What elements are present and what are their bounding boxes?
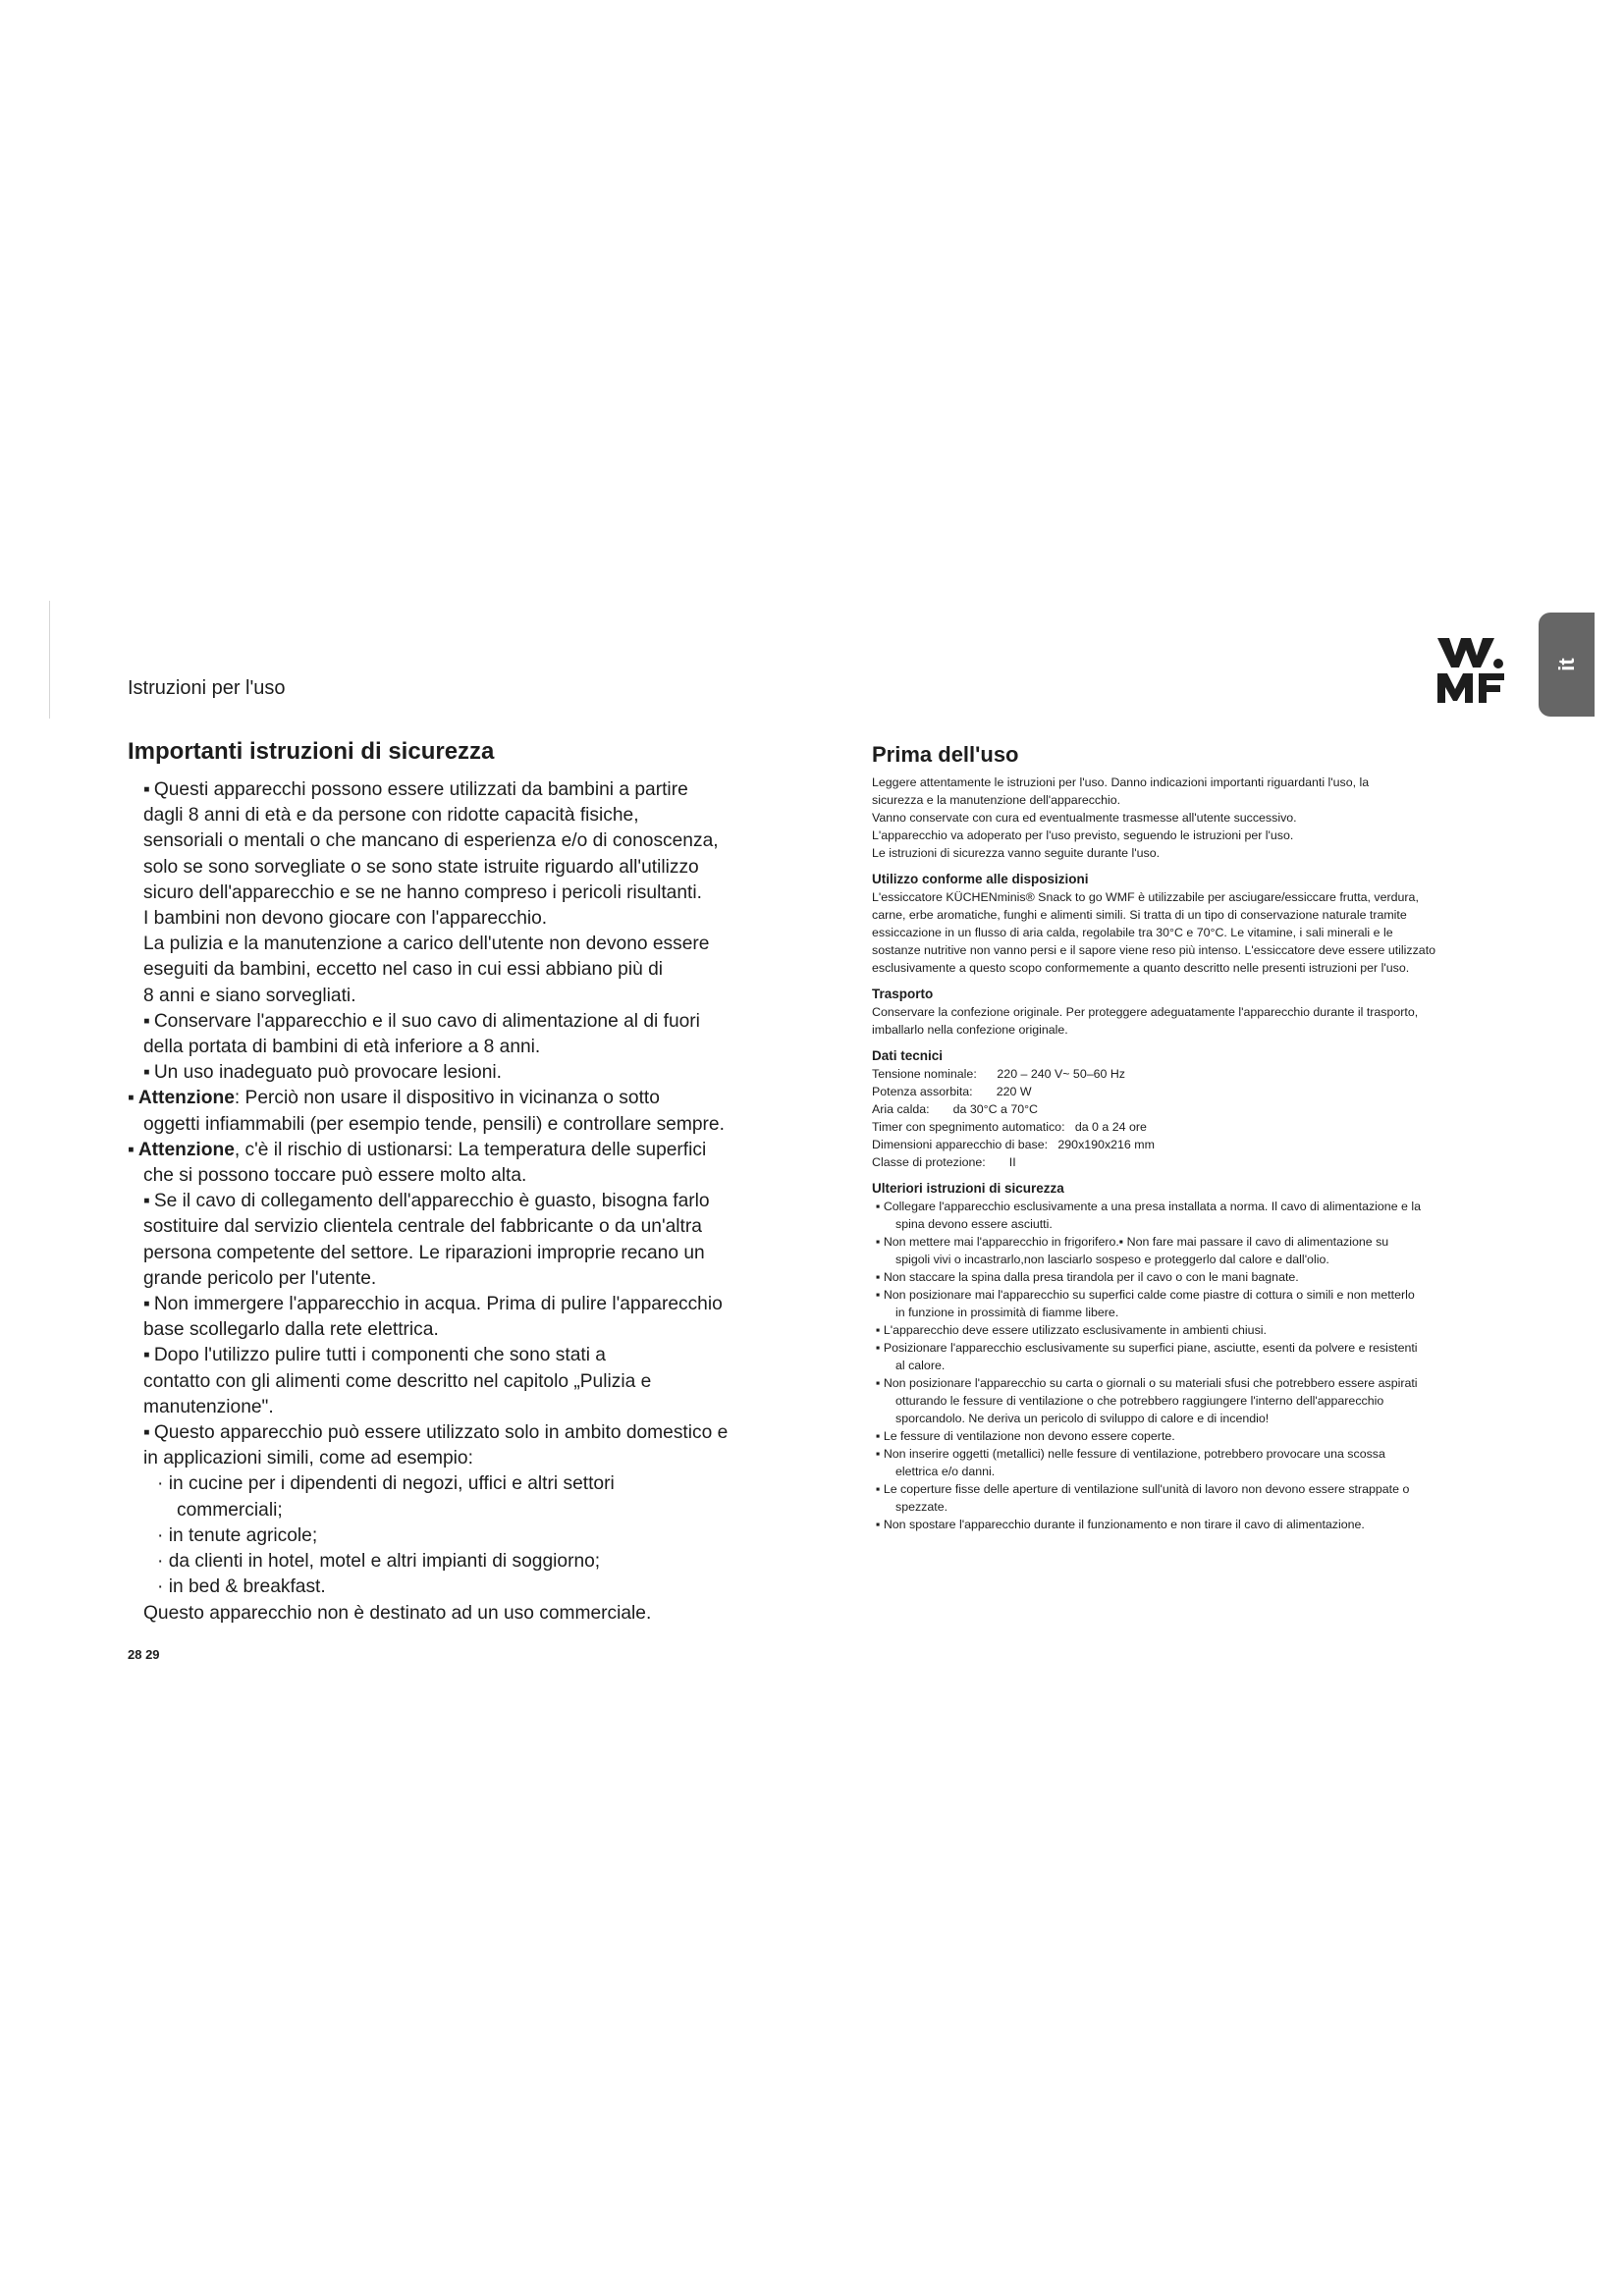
bullet-line: ▪ Posizionare l'apparecchio esclusivamente su superfici piane, asciutte, esenti da polvere e resistenti (876, 1341, 1418, 1355)
text-line: Leggere attentamente le istruzioni per l'uso. Danno indicazioni importanti riguardanti l'uso, la (872, 775, 1370, 789)
text-line: persona competente del settore. Le riparazioni improprie recano un (143, 1242, 705, 1263)
text-line: I bambini non devono giocare con l'apparecchio. (143, 908, 548, 930)
text-line: che si possono toccare può essere molto alta. (143, 1165, 527, 1187)
spec-line: Tensione nominale: 220 – 240 V~ 50–60 Hz (872, 1067, 1125, 1081)
before-use-section (872, 742, 1520, 1533)
section-heading: Prima dell'uso (872, 742, 1019, 767)
text-line: ▪ Questo apparecchio può essere utilizzato solo in ambito domestico e (128, 1420, 795, 1446)
spec-line: Aria calda: da 30°C a 70°C (872, 1102, 1039, 1116)
bullet-line: ▪ Non mettere mai l'apparecchio in frigorifero.▪ Non fare mai passare il cavo di alimentazione su (876, 1235, 1389, 1249)
warning-label: Attenzione (137, 1088, 235, 1109)
text-line: imballarlo nella confezione originale. (872, 1023, 1068, 1037)
text-line: · da clienti in hotel, motel e altri impianti di soggiorno; (157, 1551, 601, 1573)
text-line: solo se sono sorvegliate o se sono state istruite riguardo all'utilizzo (143, 856, 699, 878)
text-line: 8 anni e siano sorvegliati. (143, 985, 356, 1006)
text-line: Conservare la confezione originale. Per proteggere adeguatamente l'apparecchio durante il trasporto, (872, 1005, 1419, 1019)
language-tab (1539, 613, 1595, 717)
text-line: sensoriali o mentali o che mancano di esperienza e/o di conoscenza, (143, 830, 719, 852)
text-line: ▪ Questi apparecchi possono essere utilizzati da bambini a partire (128, 777, 795, 803)
bullet-line: ▪ Le coperture fisse delle aperture di ventilazione sull'unità di lavoro non devono essere strappate o (876, 1482, 1410, 1496)
text-line: manutenzione". (143, 1396, 274, 1417)
margin-rule (49, 601, 50, 719)
text-line: al calore. (895, 1359, 946, 1372)
text-line: Questo apparecchio non è destinato ad un uso commerciale. (143, 1602, 652, 1624)
text-line: ▪ Un uso inadeguato può provocare lesioni. (128, 1060, 795, 1086)
section-heading: Importanti istruzioni di sicurezza (128, 738, 495, 765)
warning-text: , c'è il rischio di ustionarsi: La temperatura delle superfici (234, 1139, 707, 1160)
text-line: La pulizia e la manutenzione a carico dell'utente non devono essere (143, 934, 710, 955)
text-line: carne, erbe aromatiche, funghi e alimenti simili. Si tratta di un tipo di conservazione naturale tramite (872, 908, 1407, 922)
bullet-line: ▪ Collegare l'apparecchio esclusivamente a una presa installata a norma. Il cavo di alimentazione e la (876, 1200, 1422, 1213)
bullet-line: ▪ Non posizionare l'apparecchio su carta o giornali o su materiali sfusi che potrebbero essere aspirati (876, 1376, 1418, 1390)
subheading: Utilizzo conforme alle disposizioni (872, 872, 1089, 886)
text-line: L'essiccatore KÜCHENminis® Snack to go WMF è utilizzabile per asciugare/essiccare frutta, verdura, (872, 890, 1419, 904)
text-line: ▪ Conservare l'apparecchio e il suo cavo di alimentazione al di fuori (128, 1009, 795, 1035)
bullet-line: ▪ Le fessure di ventilazione non devono essere coperte. (876, 1429, 1175, 1443)
text-line: · in bed & breakfast. (157, 1576, 326, 1598)
text-line: sostanze nutritive non vanno persi e il sapore viene reso più intenso. L'essiccatore deve essere utilizzato (872, 943, 1436, 957)
subheading: Ulteriori istruzioni di sicurezza (872, 1181, 1064, 1196)
warning-text: : Perciò non usare il dispositivo in vicinanza o sotto (234, 1088, 660, 1109)
spec-line: Dimensioni apparecchio di base: 290x190x216 mm (872, 1138, 1155, 1151)
bullet-line: ▪ Non inserire oggetti (metallici) nelle fessure di ventilazione, potrebbero provocare una scossa (876, 1447, 1385, 1461)
subheading: Trasporto (872, 987, 934, 1001)
text-line: in funzione in prossimità di fiamme libere. (895, 1306, 1119, 1319)
text-line: L'apparecchio va adoperato per l'uso previsto, seguendo le istruzioni per l'uso. (872, 828, 1294, 842)
text-line: Vanno conservate con cura ed eventualmente trasmesse all'utente successivo. (872, 811, 1297, 825)
bullet-line: ▪ Non staccare la spina dalla presa tirandola per il cavo o con le mani bagnate. (876, 1270, 1299, 1284)
text-line: spigoli vivi o incastrarlo,non lasciarlo sospeso e proteggerlo dal calore e dall'olio. (895, 1253, 1329, 1266)
text-line: oggetti infiammabili (per esempio tende, pensili) e controllare sempre. (143, 1113, 725, 1135)
text-line: elettrica e/o danni. (895, 1465, 996, 1478)
header-title: Istruzioni per l'uso (128, 677, 286, 699)
subheading: Dati tecnici (872, 1048, 944, 1063)
text-line: ▪ Se il cavo di collegamento dell'apparecchio è guasto, bisogna farlo (128, 1189, 795, 1214)
text-line: in applicazioni simili, come ad esempio: (143, 1448, 473, 1469)
warning-label: Attenzione (137, 1139, 235, 1160)
page-numbers: 28 29 (128, 1647, 160, 1662)
text-line: eseguiti da bambini, eccetto nel caso in cui essi abbiano più di (143, 959, 664, 981)
spec-line: Timer con spegnimento automatico: da 0 a 24 ore (872, 1120, 1147, 1134)
text-line: esclusivamente a questo scopo conformemente a quanto descritto nelle presenti istruzioni per l'uso. (872, 961, 1410, 975)
text-line: · in cucine per i dipendenti di negozi, uffici e altri settori (157, 1473, 615, 1495)
language-label: it (1553, 658, 1579, 671)
text-line: grande pericolo per l'utente. (143, 1267, 377, 1289)
text-line: otturando le fessure di ventilazione o che potrebbero raggiungere l'interno dell'apparecchio (895, 1394, 1384, 1408)
text-line: sporcandolo. Ne deriva un pericolo di sviluppo di calore e di incendio! (895, 1412, 1270, 1425)
bullet-line: ▪ L'apparecchio deve essere utilizzato esclusivamente in ambienti chiusi. (876, 1323, 1267, 1337)
text-line: ▪ Non immergere l'apparecchio in acqua. Prima di pulire l'apparecchio (128, 1292, 795, 1317)
text-line: della portata di bambini di età inferiore a 8 anni. (143, 1037, 541, 1058)
text-line: ▪ Dopo l'utilizzo pulire tutti i componenti che sono stati a (128, 1343, 795, 1368)
text-line: spezzate. (895, 1500, 948, 1514)
wmf-logo (1435, 634, 1506, 705)
text-line (128, 1086, 795, 1111)
text-line: sicuro dell'apparecchio e se ne hanno compreso i pericoli risultanti. (143, 881, 702, 903)
text-line: contatto con gli alimenti come descritto nel capitolo „Pulizia e (143, 1370, 652, 1392)
safety-section (128, 738, 795, 1627)
text-line (128, 1138, 795, 1163)
text-line: commerciali; (177, 1499, 283, 1521)
text-line: dagli 8 anni di età e da persone con ridotte capacità fisiche, (143, 805, 639, 827)
text-line: essiccazione in un flusso di aria calda, regolabile tra 30°C e 70°C. Le vitamine, i sali minerali e le (872, 926, 1393, 939)
bullet-line: ▪ Non spostare l'apparecchio durante il funzionamento e non tirare il cavo di alimentazione. (876, 1518, 1365, 1531)
text-line: spina devono essere asciutti. (895, 1217, 1053, 1231)
spec-line: Classe di protezione: II (872, 1155, 1016, 1169)
text-line: sicurezza e la manutenzione dell'apparecchio. (872, 793, 1121, 807)
spec-line: Potenza assorbita: 220 W (872, 1085, 1032, 1098)
bullet-line: ▪ Non posizionare mai l'apparecchio su superfici calde come piastre di cottura o simili e non metterlo (876, 1288, 1415, 1302)
text-line: base scollegarlo dalla rete elettrica. (143, 1319, 439, 1341)
text-line: Le istruzioni di sicurezza vanno seguite durante l'uso. (872, 846, 1161, 860)
text-line: sostituire dal servizio clientela centrale del fabbricante o da un'altra (143, 1216, 702, 1238)
text-line: · in tenute agricole; (157, 1524, 318, 1546)
